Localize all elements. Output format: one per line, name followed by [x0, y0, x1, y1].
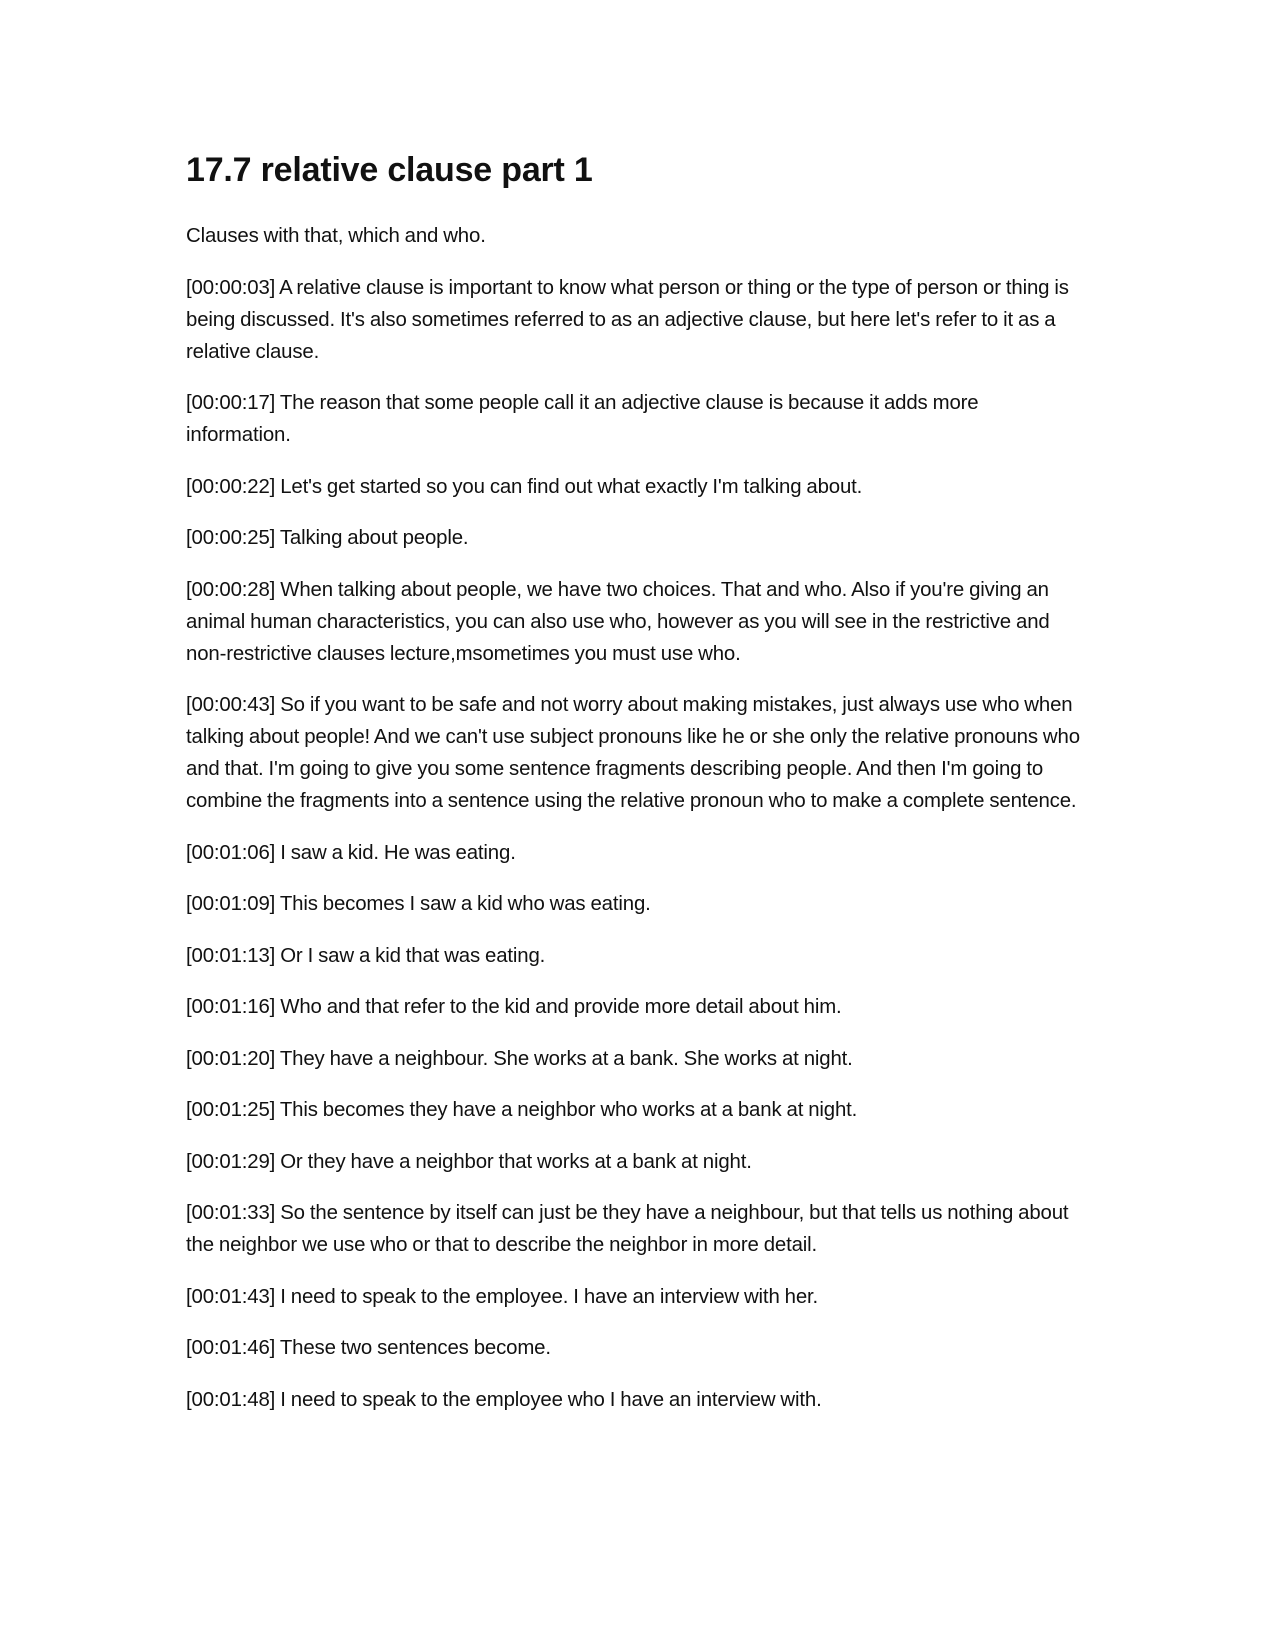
paragraph: [00:00:03] A relative clause is important to know what person or thing or the type of person or thing is being discussed. It's also sometimes referred to as an adjective clause, but here let's refer to it as a relative clause.: [186, 276, 1069, 363]
paragraph: [00:01:29] Or they have a neighbor that works at a bank at night.: [186, 1150, 752, 1173]
paragraph: [00:01:20] They have a neighbour. She works at a bank. She works at night.: [186, 1047, 853, 1070]
paragraph: [00:01:09] This becomes I saw a kid who was eating.: [186, 893, 651, 915]
paragraph: [00:00:43] So if you want to be safe and not worry about making mistakes, just always use who when talking about people! And we can't use subject pronouns like he or she only the relative pronouns who and that. I'm going to give you some sentence fragments describing people. And then I'm going to combine the fragments into a sentence using the relative pronoun who to make a complete sentence.: [186, 694, 1080, 812]
paragraph: [00:01:25] This becomes they have a neighbor who works at a bank at night.: [186, 1099, 858, 1121]
paragraph: [00:01:43] I need to speak to the employee. I have an interview with her.: [186, 1285, 819, 1308]
paragraph: [00:01:48] I need to speak to the employee who I have an interview with.: [186, 1388, 822, 1411]
document-title: 17.7 relative clause part 1: [186, 151, 593, 189]
paragraph: [00:01:46] These two sentences become.: [186, 1337, 551, 1359]
paragraph: [00:00:25] Talking about people.: [186, 527, 469, 549]
paragraph: [00:01:16] Who and that refer to the kid and provide more detail about him.: [186, 996, 842, 1018]
paragraph: [00:01:33] So the sentence by itself can just be they have a neighbour, but that tells us nothing about the neighbor we use who or that to describe the neighbor in more detail.: [186, 1202, 1069, 1256]
paragraph: [00:00:22] Let's get started so you can find out what exactly I'm talking about.: [186, 475, 863, 498]
document-page: [186, 146, 1086, 1435]
paragraph: [00:00:17] The reason that some people call it an adjective clause is because it adds more information.: [186, 392, 979, 446]
paragraph: Clauses with that, which and who.: [186, 225, 486, 247]
paragraph: [00:00:28] When talking about people, we have two choices. That and who. Also if you're giving an animal human characteristics, you can also use who, however as you will see in the restrictive and non-restrictive clauses lecture,msometimes you must use who.: [186, 578, 1050, 665]
paragraph: [00:01:06] I saw a kid. He was eating.: [186, 841, 516, 864]
paragraph: [00:01:13] Or I saw a kid that was eating.: [186, 944, 546, 967]
